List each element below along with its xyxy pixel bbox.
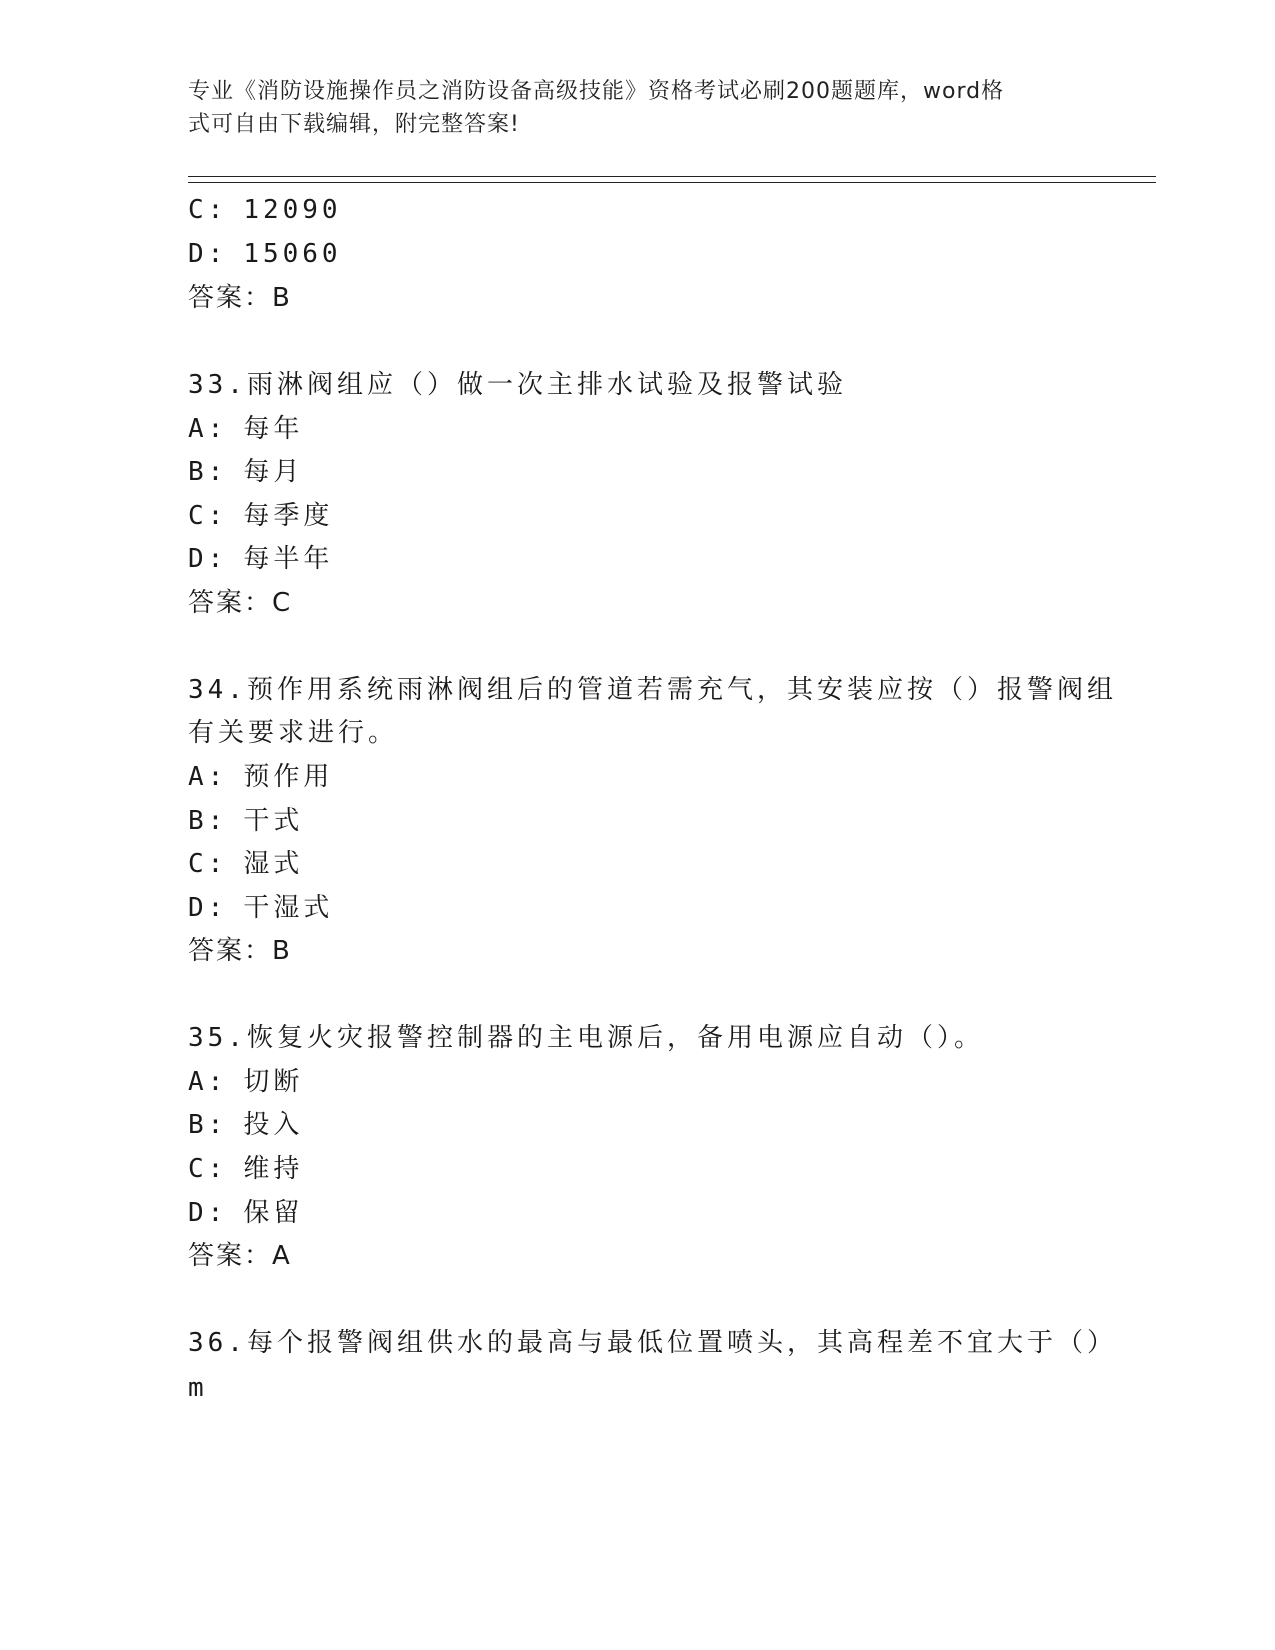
question-35-answer: 答案：A [188,1241,292,1271]
header-line-2: 式可自由下载编辑，附完整答案! [188,112,520,137]
header-divider-bottom [188,182,1156,183]
question-35-stem: 35.恢复火灾报警控制器的主电源后，备用电源应自动（）。 [188,1023,984,1053]
header-line-1: 专业《消防设施操作员之消防设备高级技能》资格考试必刷200题题库，word格 [188,79,1005,104]
question-33-option-b: B: 每月 [188,457,304,487]
question-33-option-a: A: 每年 [188,414,304,444]
question-35-option-d: D: 保留 [188,1198,304,1228]
question-34-stem-line-2: 有关要求进行。 [188,718,399,748]
question-34-option-c: C: 湿式 [188,849,304,879]
question-35-option-a: A: 切断 [188,1067,304,1097]
question-34-answer: 答案：B [188,936,292,966]
question-34-option-b: B: 干式 [188,806,304,836]
question-34-stem-line-1: 34.预作用系统雨淋阀组后的管道若需充气，其安装应按（）报警阀组 [188,675,1117,705]
question-33-stem: 33.雨淋阀组应（）做一次主排水试验及报警试验 [188,370,847,400]
question-33-answer: 答案：C [188,588,293,618]
question-35-option-c: C: 维持 [188,1154,304,1184]
question-36-stem-line-2: m [188,1373,208,1403]
answer-line: 答案：B [188,283,292,313]
question-33-option-c: C: 每季度 [188,501,334,531]
question-35-option-b: B: 投入 [188,1110,304,1140]
option-d: D: 15060 [188,239,342,269]
header-divider-top [188,176,1156,177]
question-34-option-d: D: 干湿式 [188,893,334,923]
question-36-stem-line-1: 36.每个报警阀组供水的最高与最低位置喷头，其高程差不宜大于（） [188,1328,1117,1358]
option-c: C: 12090 [188,195,342,225]
document-header [188,75,1068,141]
question-34-option-a: A: 预作用 [188,762,334,792]
question-33-option-d: D: 每半年 [188,544,334,574]
